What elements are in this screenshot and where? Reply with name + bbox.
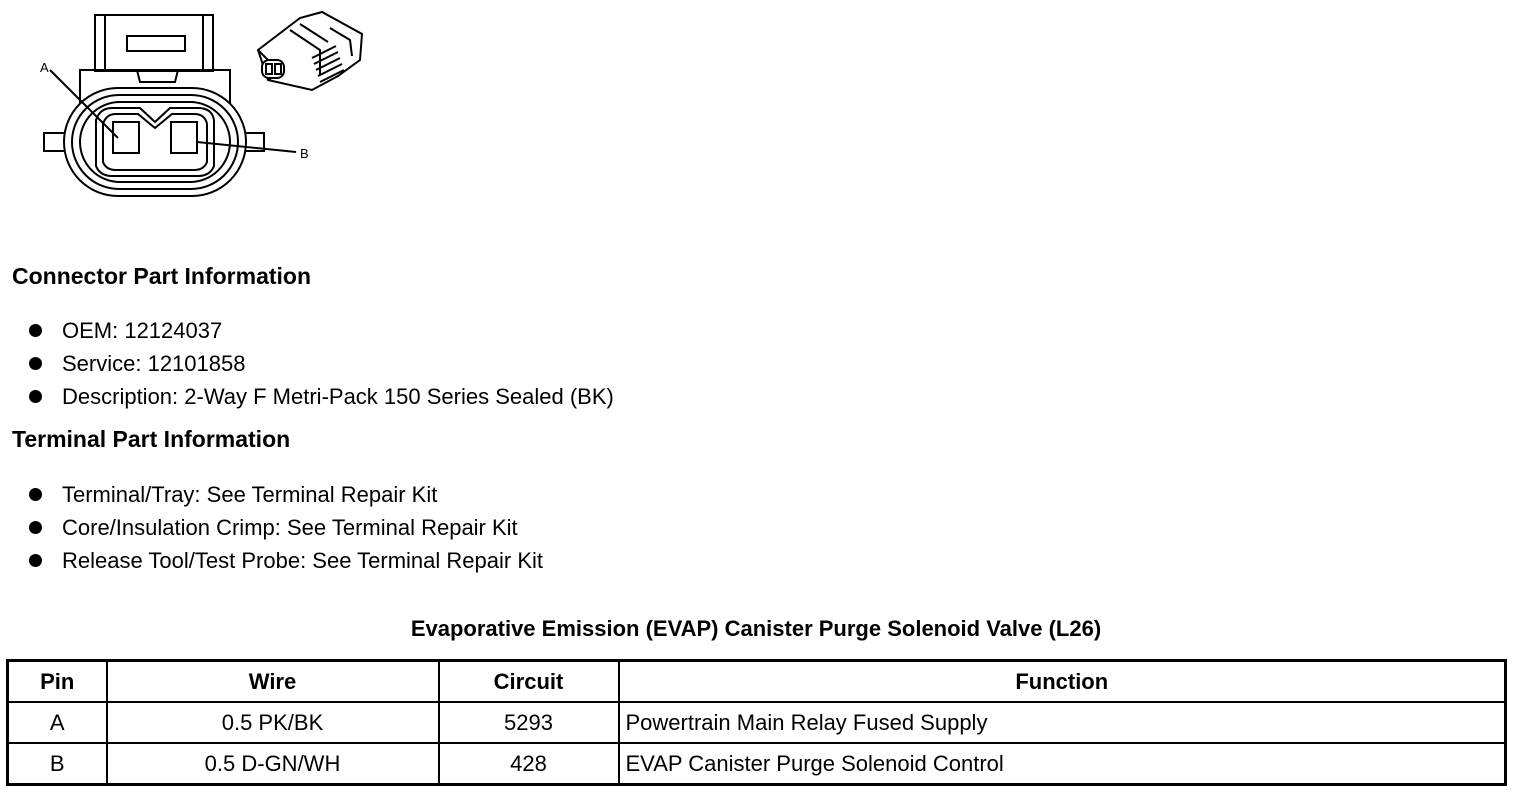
list-item — [0, 480, 543, 513]
cell-wire: 0.5 PK/BK — [107, 702, 439, 743]
connector-info-title: Connector Part Information — [12, 263, 312, 289]
list-item-text: Terminal/Tray: See Terminal Repair Kit — [62, 482, 438, 507]
cell-pin: B — [8, 743, 107, 785]
table-row — [8, 702, 1506, 743]
connector-diagram — [0, 0, 400, 240]
list-item — [0, 316, 614, 349]
pin-table — [6, 659, 1507, 786]
cell-function: EVAP Canister Purge Solenoid Control — [619, 743, 1506, 785]
header-circuit: Circuit — [439, 661, 619, 703]
table-row — [8, 743, 1506, 785]
bullet-icon — [29, 357, 42, 370]
list-item-text: OEM: 12124037 — [62, 318, 223, 343]
list-item — [0, 546, 543, 579]
bullet-icon — [29, 521, 42, 534]
list-item — [0, 349, 614, 382]
table-header-row — [8, 661, 1506, 703]
bullet-icon — [29, 324, 42, 337]
pin-b-label: B — [300, 146, 309, 161]
list-item — [0, 513, 543, 546]
pin-a-label: A — [40, 60, 49, 75]
list-item — [0, 382, 614, 415]
list-item-text: Service: 12101858 — [62, 351, 246, 376]
connector-face-drawing — [0, 0, 400, 240]
cell-wire: 0.5 D-GN/WH — [107, 743, 439, 785]
header-pin: Pin — [8, 661, 107, 703]
terminal-info-title: Terminal Part Information — [12, 426, 291, 452]
connector-info-list — [0, 316, 614, 415]
list-item-text: Core/Insulation Crimp: See Terminal Repair Kit — [62, 515, 518, 540]
bullet-icon — [29, 390, 42, 403]
bullet-icon — [29, 554, 42, 567]
cell-circuit: 5293 — [439, 702, 619, 743]
terminal-info-list — [0, 480, 543, 579]
list-item-text: Release Tool/Test Probe: See Terminal Repair Kit — [62, 548, 543, 573]
header-wire: Wire — [107, 661, 439, 703]
cell-function: Powertrain Main Relay Fused Supply — [619, 702, 1506, 743]
cell-circuit: 428 — [439, 743, 619, 785]
pin-table-caption: Evaporative Emission (EVAP) Canister Purge Solenoid Valve (L26) — [410, 616, 1102, 641]
header-function: Function — [619, 661, 1506, 703]
bullet-icon — [29, 488, 42, 501]
list-item-text: Description: 2-Way F Metri-Pack 150 Series Sealed (BK) — [62, 384, 614, 409]
cell-pin: A — [8, 702, 107, 743]
